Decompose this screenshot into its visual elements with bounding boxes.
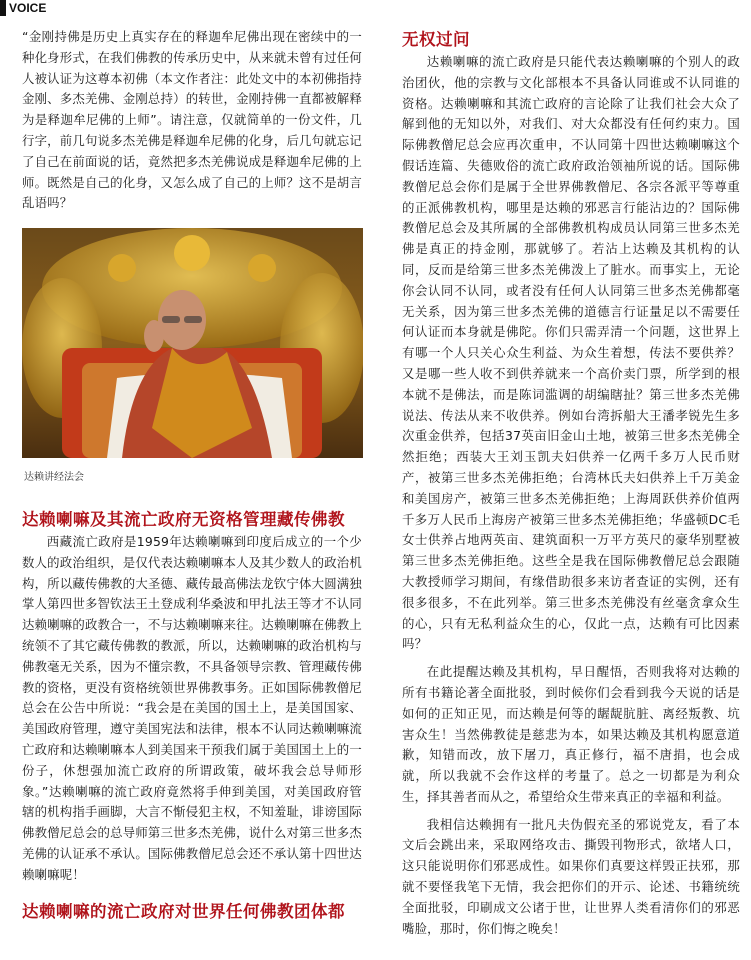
left-paragraph-2: 西藏流亡政府是1959年达赖喇嘛到印度后成立的一个少数人的政治组织，是仅代表达赖喇嘛本人及其少数人的政治机构，所以藏传佛教的大圣德、藏传最高佛法龙钦宁体大圆满独掌人第四世多智钦法王土登成利华桑波和甲扎法王等才不认同达赖喇嘛的政教合一，不与达赖喇嘛来往。达赖喇嘛在佛教上统领不了其它藏传佛教的教派，所以，达赖喇嘛的政治机构与佛教毫无关系，因为不懂宗教，不具备领导宗教、管理藏传佛教的资格，更没有资格统领世界佛教事务。正如国际佛教僧尼总会在公告中所说：“我会是在美国的国土上，是美国国家、美国政府管理，遵守美国宪法和法律，根本不认同达赖喇嘛流亡政府和达赖喇嘛本人到美国来干预我们属于美国国土上的一份子，休想强加流亡政府的所谓政策，破坏我会总导师形象。”达赖喇嘛的流亡政府竟然将手伸到美国，对美国政府管辖的机构指手画脚，大言不惭侵犯主权，不知羞耻，诽谤国际佛教僧尼总会的总导师第三世多杰羌佛，说什么对第三世多杰羌佛的认证承不承认。国际佛教僧尼总会还不承认第十四世达赖喇嘛呢！	[22, 534, 362, 882]
section-tag-label: VOICE	[9, 1, 47, 15]
photo-illustration	[22, 228, 363, 458]
left-column-top	[22, 27, 362, 214]
photo-caption: 达赖讲经法会	[24, 472, 84, 483]
heading-no-right-part1: 达赖喇嘛的流亡政府对世界任何佛教团体都	[22, 902, 345, 921]
section-tag-block	[0, 0, 6, 16]
heading-no-right-part2: 无权过问	[402, 30, 470, 49]
right-paragraph-2: 在此提醒达赖及其机构，早日醒悟，否则我将对达赖的所有书籍论著全面批驳，到时候你们会看到我今天说的话是如何的正知正见，而达赖是何等的龌龊肮脏、离经叛教、坑害众生！当然佛教徒是慈悲为本，如果达赖及其机构愿意道歉，知错而改，放下屠刀，真正修行，福不唐捐，也会成就，所以我就不会作这样的考量了。总之一切都是为利众生，择其善者而从之，希望给众生带来真正的幸福和利益。	[402, 664, 740, 804]
left-column-bottom	[22, 532, 362, 886]
right-paragraph-1: 达赖喇嘛的流亡政府是只能代表达赖喇嘛的个别人的政治团伙，他的宗教与文化部根本不具备认同谁或不认同谁的资格。达赖喇嘛和其流亡政府的言论除了让我们社会大众了解到他的无知以外，对我们、对大众都没有任何约束力。国际佛教僧尼总会应再次重申，不认同第十四世达赖喇嘛这个假话连篇、失德败俗的流亡政府政治领袖所说的话。国际佛教僧尼总会你们是属于全世界佛教僧尼、各宗各派平等尊重的正派佛教机构，哪里是达赖的邪恶言行能沾边的？国际佛教僧尼总会及其所属的全部佛教机构成员认同第三世多杰羌佛是真正的持金刚，那就够了。若沾上达赖及其机构的认同，反而是给第三世多杰羌佛泼上了脏水。而事实上，无论你会认同不认同，或者没有任何人认同第三世多杰羌佛都毫无关系，因为第三世多杰羌佛的道德言行证量足以不需要任何认证而本身就是佛陀。你们只需弄清一个问题，这世界上有哪一个人只关心众生利益、为众生着想，传法不要供养？又是哪一些人收不到供养就来一个高价卖门票，所学到的根本就不是佛法，而是陈词滥调的胡编瞎扯？第三世多杰羌佛说法、传法从来不收供养。例如台湾拆船大王潘孝锐先生多次重金供养，包括37英亩旧金山土地，被第三世多杰羌佛全然拒绝；西装大王刘玉凯夫妇供养一亿两千多万人民币财产，被第三世多杰羌佛拒绝；台湾林氏夫妇供养上千万美金和美国房产，被第三世多杰羌佛拒绝；上海周跃供养价值两千多万人民币上海房产被第三世多杰羌佛拒绝；华盛顿DC毛女士供养占地两英亩、建筑面积一万平方英尺的豪华别墅被第三世多杰羌佛拒绝。这些全是我在国际佛教僧尼总会跟随大教授师学习期间，有缘借助很多来访者查证的实例，还有很多很多，不在此列举。第三世多杰羌佛没有丝毫贪拿众生的心，只有无私利益众生的心，仅此一点，达赖有可比因素吗？	[402, 54, 740, 652]
section-tag	[0, 0, 46, 16]
right-column	[402, 28, 740, 939]
right-paragraph-3: 我相信达赖拥有一批凡夫伪假充圣的邪说党友，看了本文后会跳出来，采取网络攻击、撕毁刊物形式，欲堵人口，这只能说明你们邪恶成性。如果你们真要这样毁正扶邪，那就不要怪我笔下无情，我会把你们的开示、论述、书籍统统全面批驳，印刷成文公诸于世，让世界人类看清你们的邪恶嘴脸，那时，你们悔之晚矣！	[402, 816, 740, 936]
photo-dalai-lama-teaching	[22, 228, 363, 458]
left-paragraph-1: “金刚持佛是历史上真实存在的释迦牟尼佛出现在密续中的一种化身形式，在我们佛教的传承历史中，从来就未曾有过任何人被认证为这尊本初佛（本文作者注：此处文中的本初佛指持金刚、多杰羌佛、金刚总持）的转世，金刚持佛一直都被解释为是释迦牟尼佛的上师”。请注意，仅就简单的一份文件，几行字，前几句说多杰羌佛是释迦牟尼佛的化身，后几句就忘记了自己在前面说的话，竟然把多杰羌佛说成是释迦牟尼佛的上师。既然是自己的化身，又怎么成了自己的上师？这不是胡言乱语吗？	[22, 29, 362, 211]
heading-no-qualification: 达赖喇嘛及其流亡政府无资格管理藏传佛教	[22, 510, 345, 529]
